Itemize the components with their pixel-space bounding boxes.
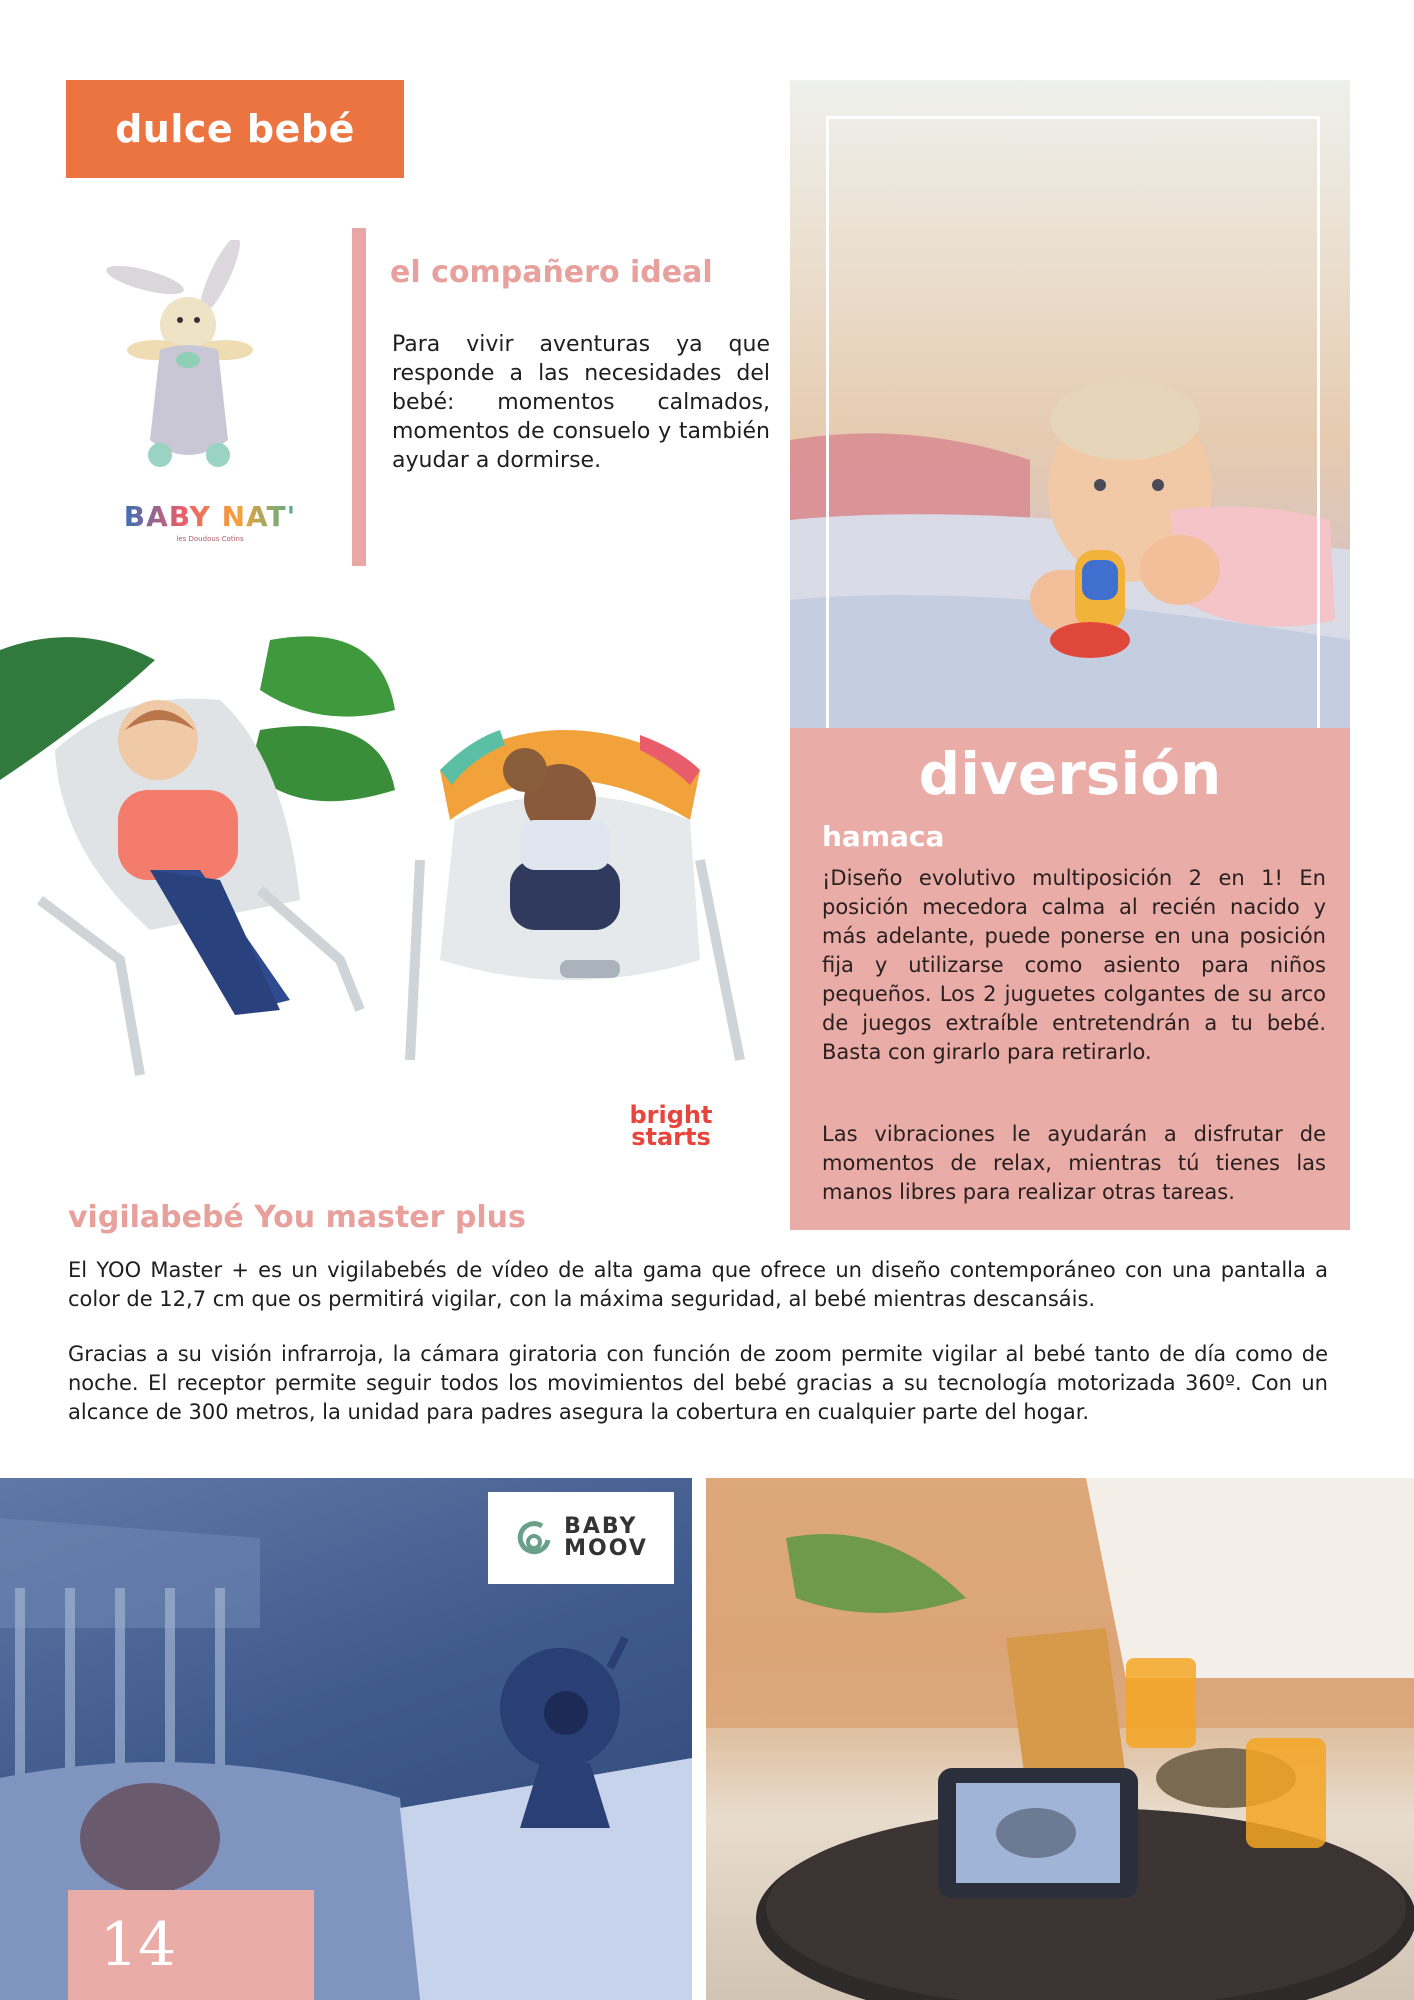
baby-nat-logo-sub: les Doudous Cotins	[176, 535, 244, 543]
hamaca-subheading: hamaca	[822, 820, 945, 853]
accent-bar	[352, 228, 366, 566]
bright-starts-logo-line2: starts	[631, 1123, 711, 1151]
diversion-heading: diversión	[918, 740, 1222, 808]
bunny-doudou-image	[100, 240, 270, 500]
vigilabebe-text-1: El YOO Master + es un vigilabebés de vídeo de alta gama que ofrece un diseño contemporáneo con una pantalla a color de 12,7 cm que os permitirá vigilar, con la máxima seguridad, al bebé mientras descansáis.	[68, 1258, 1328, 1311]
baby-nat-logo	[110, 500, 310, 533]
hamaca-text: ¡Diseño evolutivo multiposición 2 en 1! En posición mecedora calma al recién nacido y más adelante, puede ponerse en una posición fija y utilizarse como asiento para niños pequeños. Los 2 juguetes colgantes de su arco de juegos extraíble entretendrán a tu bebé. Basta con girarlo para retirarlo.	[822, 866, 1326, 1064]
babymoov-logo	[488, 1492, 674, 1584]
bouncer-products-image	[0, 630, 760, 1120]
table-monitor-illustration	[706, 1478, 1414, 2000]
page-number: 14	[99, 1910, 177, 1980]
babymoov-logo-text	[564, 1516, 648, 1560]
companero-heading: el compañero ideal	[390, 255, 713, 290]
vigilabebe-text-2: Gracias a su visión infrarroja, la cámara giratoria con función de zoom permite vigilar al bebé tanto de día como de noche. El receptor permite seguir todos los movimientos del bebé gracias a su tecnología motorizada 360º. Con un alcance de 300 metros, la unidad para padres asegura la cobertura en cualquier parte del hogar.	[68, 1342, 1328, 1424]
baby-nat-logo-text: BABY NAT'	[123, 500, 297, 533]
bright-starts-logo	[626, 1101, 716, 1151]
hamaca-vibration-text: Las vibraciones le ayudarán a disfrutar de momentos de relax, mientras tú tienes las manos libres para realizar otras tareas.	[822, 1122, 1326, 1204]
babymoov-logo-icon	[514, 1518, 554, 1558]
babymoov-logo-line2: MOOV	[564, 1536, 648, 1561]
table-monitor-photo	[706, 1478, 1414, 2000]
vigilabebe-heading: vigilabebé You master plus	[68, 1200, 526, 1235]
companero-text: Para vivir aventuras ya que responde a las necesidades del bebé: momentos calmados, momentos de consuelo y también ayudar a dormirse.	[392, 332, 770, 473]
bright-starts-logo-line1: bright	[629, 1101, 713, 1129]
photo-frame	[826, 116, 1320, 756]
section-badge-label: dulce bebé	[115, 107, 355, 151]
section-badge	[66, 80, 404, 178]
babymoov-logo-line1: BABY	[564, 1514, 638, 1539]
